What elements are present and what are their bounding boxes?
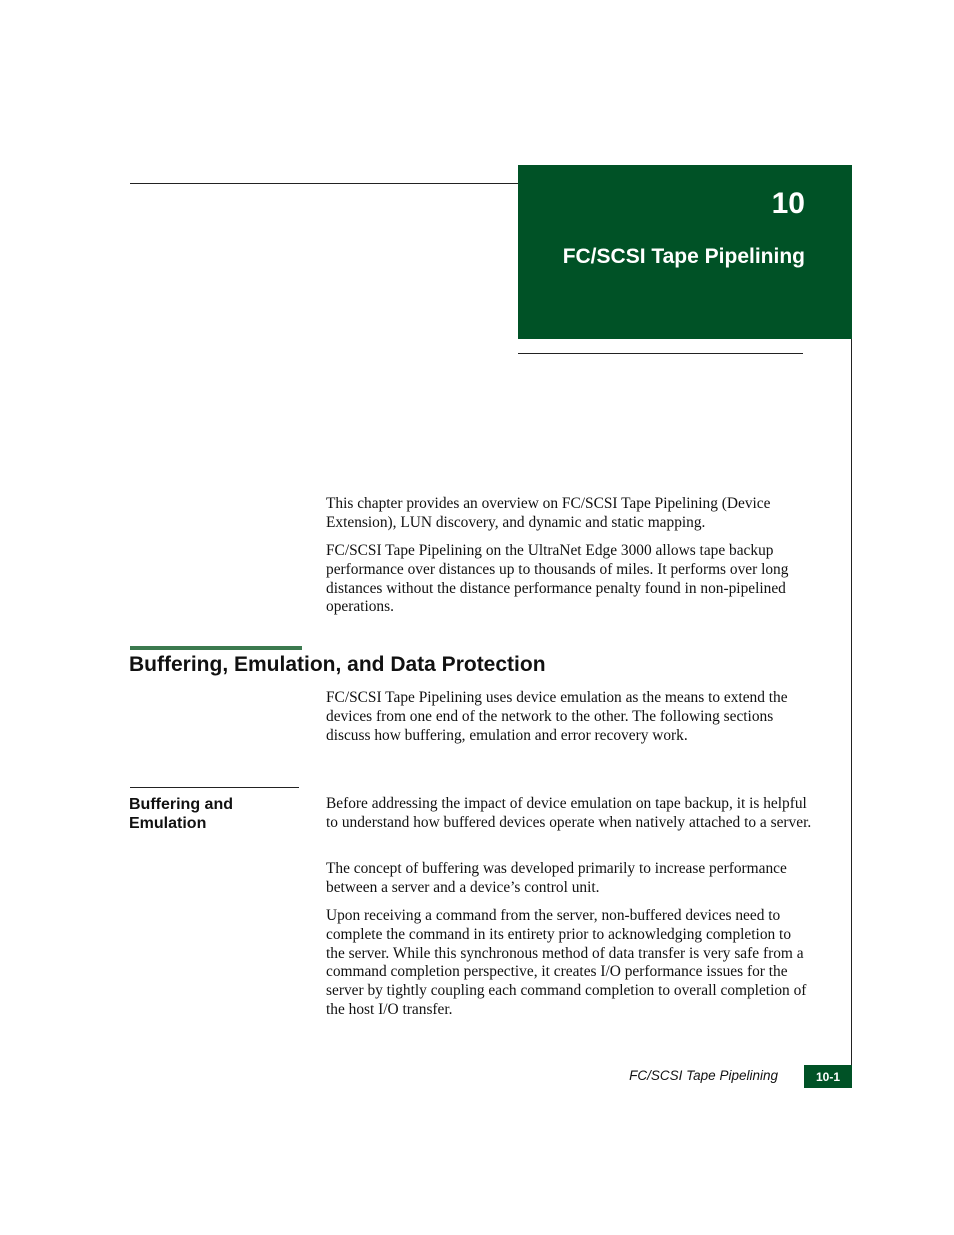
section-heading: Buffering, Emulation, and Data Protection xyxy=(129,653,546,676)
intro-paragraph-2: FC/SCSI Tape Pipelining on the UltraNet Edge 3000 allows tape backup performance over distances up to thousands of miles. It performs over long distances without the distance performance penalty found in non-pipelined operations. xyxy=(326,542,789,616)
section-paragraph-1: FC/SCSI Tape Pipelining uses device emulation as the means to extend the devices from one end of the network to the other. The following sections discuss how buffering, emulation and error recovery work. xyxy=(326,689,788,744)
page-number-badge xyxy=(804,1065,852,1088)
subsection-paragraph-1: Before addressing the impact of device emulation on tape backup, it is helpful to understand how buffered devices operate when natively attached to a server. xyxy=(326,795,812,831)
footer-running-title: FC/SCSI Tape Pipelining xyxy=(629,1068,778,1083)
subsection-heading: Buffering and Emulation xyxy=(129,796,233,832)
chapter-number: 10 xyxy=(771,187,805,220)
page-number: 10-1 xyxy=(815,1069,841,1084)
intro-paragraph-1: This chapter provides an overview on FC/SCSI Tape Pipelining (Device Extension), LUN discovery, and dynamic and static mapping. xyxy=(326,495,771,531)
chapter-banner xyxy=(518,165,852,339)
subsection-paragraph-3: Upon receiving a command from the server, non-buffered devices need to complete the command in its entirety prior to acknowledging completion to the server. While this synchronous method of data transfer is very safe from a command completion perspective, it creates I/O performance issues for the server by tightly coupling each command completion to overall completion of the host I/O transfer. xyxy=(326,907,807,1018)
subsection-paragraph-2: The concept of buffering was developed primarily to increase performance between a server and a device’s control unit. xyxy=(326,860,787,896)
chapter-title: FC/SCSI Tape Pipelining xyxy=(562,245,805,268)
subsection-rule xyxy=(130,787,299,788)
chapter-banner-rule xyxy=(518,353,803,354)
section-heading-bar xyxy=(130,646,302,650)
